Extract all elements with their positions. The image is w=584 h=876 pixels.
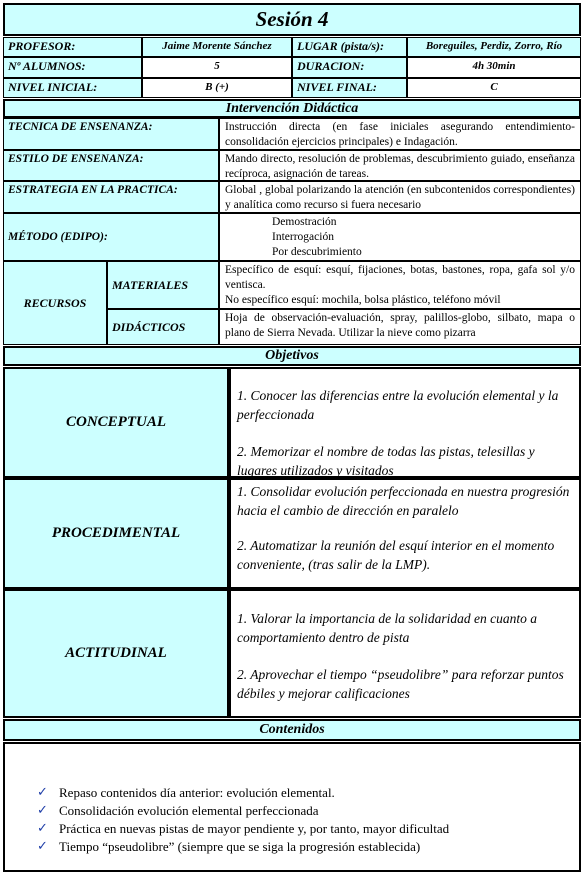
didacticos-label-text: DIDÁCTICOS bbox=[112, 320, 186, 334]
materiales-text bbox=[219, 261, 581, 309]
check-icon: ✓ bbox=[37, 839, 48, 854]
nivel-final-label: NIVEL FINAL: bbox=[292, 78, 407, 98]
lugar-label: LUGAR (pista/s): bbox=[292, 37, 407, 57]
actitudinal-label-text: ACTITUDINAL bbox=[65, 645, 167, 661]
conceptual-objective-2: 2. Memorizar el nombre de todas las pistas, telesillas y lugares utilizados y visitados bbox=[237, 444, 535, 478]
procedimental-label bbox=[3, 478, 229, 589]
metodo-item: Interrogación bbox=[272, 231, 334, 243]
estrategia-label: ESTRATEGIA EN LA PRACTICA: bbox=[3, 181, 219, 213]
procedimental-text bbox=[229, 478, 581, 589]
contenidos-box bbox=[3, 742, 581, 872]
lugar-value: Boreguiles, Perdiz, Zorro, Río bbox=[407, 37, 581, 57]
list-item bbox=[37, 802, 569, 820]
tecnica-text: Instrucción directa (en fase iniciales asegurando entendimiento-consolidación ejercicios principales) e Indagación. bbox=[219, 118, 581, 150]
check-icon: ✓ bbox=[37, 821, 48, 836]
duracion-value: 4h 30min bbox=[407, 57, 581, 78]
procedimental-objective-2: 2. Automatizar la reunión del esquí interior en el momento conveniente, (tras salir de la LMP). bbox=[237, 538, 555, 572]
conceptual-objective-1: 1. Conocer las diferencias entre la evolución elemental y la perfeccionada bbox=[237, 388, 559, 422]
metodo-list bbox=[219, 213, 581, 261]
materiales-no-especifico: No específico esquí: mochila, bolsa plástico, teléfono móvil bbox=[225, 294, 501, 306]
recursos-label bbox=[3, 261, 107, 345]
actitudinal-text bbox=[229, 589, 581, 718]
metodo-item: Demostración bbox=[272, 216, 337, 228]
alumnos-value: 5 bbox=[142, 57, 292, 78]
contenido-text: Repaso contenidos día anterior: evolución elemental. bbox=[59, 785, 335, 800]
estrategia-text: Global , global polarizando la atención (en subcontenidos correspondientes) y analítica como recurso si fuera necesario bbox=[219, 181, 581, 213]
list-item bbox=[37, 820, 569, 838]
nivel-inicial-label: NIVEL INICIAL: bbox=[3, 78, 142, 98]
session-title: Sesión 4 bbox=[255, 7, 329, 31]
contenido-text: Práctica en nuevas pistas de mayor pendiente y, por tanto, mayor dificultad bbox=[59, 821, 450, 836]
title-bar bbox=[3, 3, 581, 36]
metodo-label bbox=[3, 213, 219, 261]
tecnica-label: TECNICA DE ENSENANZA: bbox=[3, 118, 219, 150]
didacticos-text: Hoja de observación-evaluación, spray, palillos-globo, silbato, mapa o plano de Sierra Nevada. Utilizar la nieve como pizarra bbox=[219, 309, 581, 345]
conceptual-label-text: CONCEPTUAL bbox=[65, 414, 166, 430]
nivel-final-value: C bbox=[407, 78, 581, 98]
recursos-label-text: RECURSOS bbox=[23, 296, 87, 310]
list-item bbox=[37, 838, 569, 856]
nivel-inicial-value: B (+) bbox=[142, 78, 292, 98]
estilo-text: Mando directo, resolución de problemas, descubrimiento guiado, enseñanza recíproca, asignación de tareas. bbox=[219, 150, 581, 181]
objetivos-header: Objetivos bbox=[3, 346, 581, 366]
contenidos-list bbox=[37, 784, 569, 856]
profesor-value: Jaime Morente Sánchez bbox=[142, 37, 292, 57]
conceptual-text bbox=[229, 367, 581, 478]
contenido-text: Consolidación evolución elemental perfeccionada bbox=[59, 803, 319, 818]
procedimental-label-text: PROCEDIMENTAL bbox=[51, 525, 181, 541]
alumnos-label: Nº ALUMNOS: bbox=[3, 57, 142, 78]
check-icon: ✓ bbox=[37, 803, 48, 818]
contenido-text: Tiempo “pseudolibre” (siempre que se siga la progresión establecida) bbox=[59, 839, 421, 854]
check-icon: ✓ bbox=[37, 785, 48, 800]
didacticos-label bbox=[107, 309, 219, 345]
profesor-label: PROFESOR: bbox=[3, 37, 142, 57]
estilo-label: ESTILO DE ENSENANZA: bbox=[3, 150, 219, 181]
materiales-label-text: MATERIALES bbox=[112, 278, 189, 292]
intervencion-header: Intervención Didáctica bbox=[3, 99, 581, 118]
actitudinal-objective-2: 2. Aprovechar el tiempo “pseudolibre” para reforzar puntos débiles y mejorar calificaciones bbox=[237, 667, 564, 701]
metodo-item: Por descubrimiento bbox=[272, 246, 362, 258]
materiales-label bbox=[107, 261, 219, 309]
procedimental-objective-1: 1. Consolidar evolución perfeccionada en nuestra progresión hacia el cambio de dirección en paralelo bbox=[237, 484, 570, 518]
materiales-especifico: Específico de esquí: esquí, fijaciones, botas, bastones, ropa, gafa sol y/o ventisca. bbox=[225, 264, 575, 291]
actitudinal-objective-1: 1. Valorar la importancia de la solidaridad en cuanto a comportamiento dentro de pista bbox=[237, 611, 537, 645]
duracion-label: DURACION: bbox=[292, 57, 407, 78]
actitudinal-label bbox=[3, 589, 229, 718]
metodo-label-text: MÉTODO (EDIPO): bbox=[8, 231, 108, 243]
list-item bbox=[37, 784, 569, 802]
contenidos-header: Contenidos bbox=[3, 719, 581, 741]
conceptual-label bbox=[3, 367, 229, 478]
